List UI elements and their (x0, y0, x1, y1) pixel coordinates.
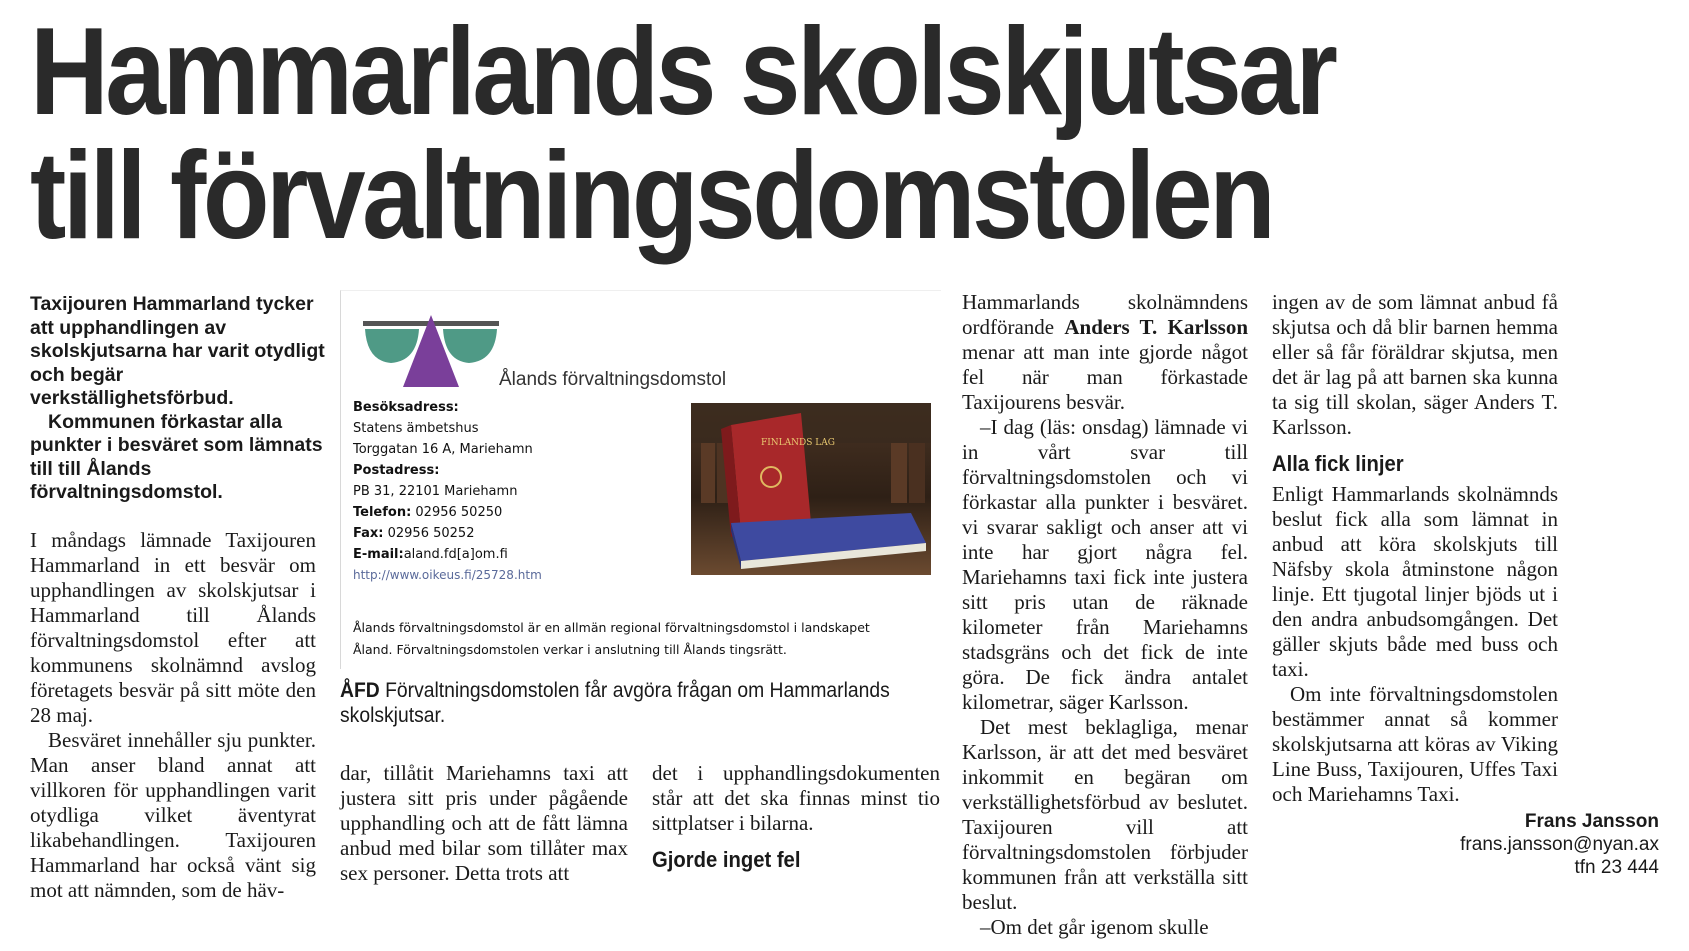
body-column-5 (1272, 290, 1558, 807)
court-description (353, 617, 933, 661)
text-run: Hammarlands skolnämndens ordförande (962, 290, 1248, 339)
body-paragraph: Enligt Hammarlands skolnämnds beslut fick alla som lämnat in anbud att köra skolskjuts till Näfsby skola åtminstone någon linje. Ett tjugotal linjer bjöds ut i den andra anbudsomgången. Det gäller skjuts både med buss och taxi. (1272, 482, 1558, 681)
headline (30, 3, 1473, 265)
law-books-photo (691, 403, 931, 575)
subheading: Alla fick linjer (1272, 451, 1404, 476)
body-paragraph (962, 290, 1248, 415)
law-books-image (691, 403, 931, 575)
phone-label: Telefon: (353, 505, 412, 520)
body-paragraph: det i upphandlingsdokumenten står att det ska finnas minst tio sittplatser i bilarna. (652, 761, 940, 835)
headline-line-1: Hammarlands skolskjutsar (30, 3, 1335, 141)
caption-text: Förvaltningsdomstolen får avgöra frågan om Hammarlands skolskjutsar. (340, 679, 890, 727)
phone-value: 02956 50250 (411, 505, 503, 520)
fax-label: Fax: (353, 526, 384, 541)
court-description-line-1: Ålands förvaltningsdomstol är en allmän regional förvaltningsdomstol i landskapet (353, 620, 870, 635)
body-paragraph: ingen av de som lämnat anbud få skjutsa och då blir barnen hemma eller så får föräldrar skjutsa, men det är lag på att barnen ska kunna ta sig till skolan, säger Anders T. Karlsson. (1272, 290, 1558, 439)
court-name: Ålands förvaltningsdomstol (499, 369, 727, 390)
email-value: aland.fd[a]om.fi (403, 547, 508, 562)
author-name: Frans Jansson (1524, 811, 1659, 832)
court-url-link[interactable]: http://www.oikeus.fi/25728.htm (353, 568, 542, 582)
text-run: menar att man inte gjorde något fel när man förkastade Taxijourens besvär. (962, 340, 1248, 414)
byline (1460, 810, 1659, 879)
caption-lead: ÅFD (340, 679, 380, 702)
body-column-4 (962, 290, 1248, 940)
visit-address-label: Besöksadress: (353, 400, 459, 415)
body-column-2 (340, 761, 628, 886)
body-paragraph: –Om det går igenom skulle (980, 915, 1209, 939)
court-address-block (353, 397, 542, 586)
body-paragraph: Om inte förvaltningsdomstolen bestämmer annat så kommer skolskjutsarna att köras av Viking Line Buss, Taxijouren, Uffes Taxi och Mariehamns Taxi. (1272, 682, 1558, 806)
body-paragraph: Besväret innehåller sju punkter. Man anser bland annat att villkoren för upphandlingen varit otydliga vilket äventyrat likabehandlingen. Taxijouren Hammarland har också vänt sig mot att nämnden, som de häv- (30, 728, 316, 902)
body-paragraph: –I dag (läs: onsdag) lämnade vi in vårt svar till förvaltningsdomstolen och vi förkastar alla punkter i besväret. vi svarar sakligt och anser att vi inte har gjort några fel. Mariehamns taxi fick inte justera sitt pris utan de räknade kilometer från Mariehamns stadsgräns och det fick de inte göra. De fick ändra antalet kilometrar, säger Karlsson. (962, 415, 1248, 714)
ingress-paragraph-1: Taxijouren Hammarland tycker att upphandlingen av skolskjutsarna har varit otydligt och begär verkställighetsförbud. (30, 293, 325, 409)
book-title: FINLANDS LAG (761, 438, 835, 448)
body-column-3 (652, 761, 940, 878)
scales-of-justice-logo (361, 309, 501, 389)
body-paragraph: dar, tillåtit Mariehamns taxi att justera sitt pris under pågående upphandling och att de fått lämna anbud med bilar som tillåter max sex personer. Detta trots att (340, 761, 628, 885)
visit-address-line-1: Statens ämbetshus (353, 421, 479, 436)
headline-line-2: till förvaltningsdomstolen (30, 127, 1273, 265)
author-phone: tfn 23 444 (1574, 857, 1659, 878)
ingress (30, 293, 330, 505)
fax-value: 02956 50252 (383, 526, 475, 541)
court-info-inset (340, 290, 941, 669)
body-paragraph: I måndags lämnade Taxijouren Hammarland in ett besvär om upphandlingen av skolskjutsar i Hammarland till Ålands förvaltningsdomstol efter att kommunens skolnämnd avslog företagets besvär på sitt möte den 28 maj. (30, 528, 316, 727)
post-address-label: Postadress: (353, 463, 440, 478)
body-column-1 (30, 528, 316, 903)
email-label: E-mail: (353, 547, 404, 562)
ingress-paragraph-2: Kommunen förkastar alla punkter i besväret som lämnats till till Ålands förvaltningsdomstol. (30, 410, 323, 503)
visit-address-line-2: Torggatan 16 A, Mariehamn (353, 442, 533, 457)
court-description-line-2: Åland. Förvaltningsdomstolen verkar i anslutning till Ålands tingsrätt. (353, 642, 787, 657)
author-email: frans.jansson@nyan.ax (1460, 834, 1659, 855)
post-address-line: PB 31, 22101 Mariehamn (353, 484, 518, 499)
person-name: Anders T. Karlsson (1064, 315, 1248, 339)
body-paragraph: Det mest beklagliga, menar Karlsson, är att det med besväret inkommit en begäran om verkställighetsförbud av beslutet. Taxijouren vill att förvaltningsdomstolen förbjuder kommunen från att verkställa sitt beslut. (962, 715, 1248, 914)
subheading: Gjorde inget fel (652, 847, 801, 872)
photo-caption (340, 678, 892, 728)
